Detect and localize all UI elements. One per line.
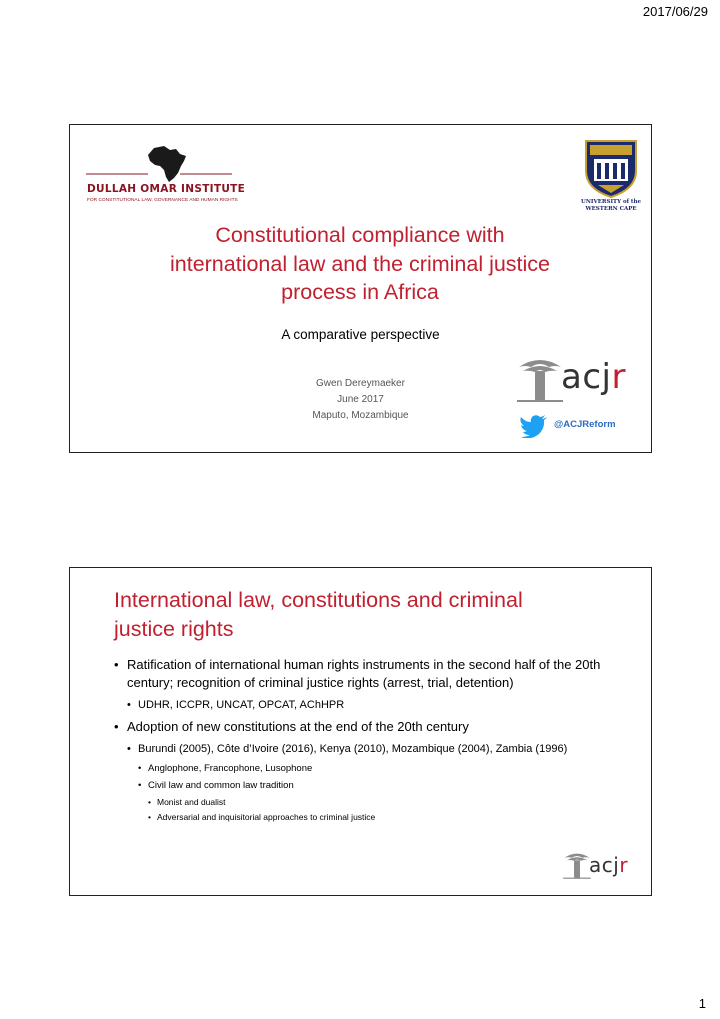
bullet-ratification: • Ratification of international human rights instruments in the second half of the 20th century; recognition of criminal justice rights (arrest, trial, detention) — [114, 656, 644, 692]
institute-name: DULLAH OMAR INSTITUTE — [87, 183, 246, 195]
twitter-handle[interactable]: @ACJReform — [554, 419, 616, 430]
africa-map-icon — [148, 146, 186, 182]
slide-1 — [69, 124, 652, 453]
dullah-omar-institute-logo — [84, 144, 246, 204]
sub-bullet-countries: • Burundi (2005), Côte d’Ivoire (2016), Kenya (2010), Mozambique (2004), Zambia (1996) — [127, 742, 644, 757]
title-line: process in Africa — [281, 280, 439, 304]
level4-bullet-adversarial-inquisitorial: • Adversarial and inquisitorial approaches to criminal justice — [148, 811, 644, 823]
uwc-logo — [578, 137, 644, 217]
title-line: international law and the criminal justice — [169, 251, 551, 276]
page-number: 1 — [698, 996, 706, 1011]
presentation-location: Maputo, Mozambique — [312, 410, 409, 421]
title-line: Constitutional compliance with — [215, 223, 505, 247]
baobab-tree-icon — [517, 360, 563, 402]
level4-bullet-monist-dualist: • Monist and dualist — [148, 796, 644, 808]
acjr-wordmark: acjr — [561, 357, 626, 397]
baobab-tree-icon — [563, 854, 591, 879]
title-line: justice rights — [114, 616, 234, 641]
twitter-bird-icon — [520, 415, 547, 438]
sub-sub-bullet-languages: • Anglophone, Francophone, Lusophone — [138, 762, 644, 775]
print-date: 2017/06/29 — [642, 4, 708, 19]
acjr-logo — [515, 353, 635, 405]
uwc-name-line2: WESTERN CAPE — [585, 206, 637, 212]
slide-2-bullets — [114, 656, 644, 826]
slide-1-subtitle: A comparative perspective — [281, 327, 440, 342]
institute-tagline: FOR CONSTITUTIONAL LAW, GOVERNANCE AND HUMAN RIGHTS — [87, 198, 238, 203]
author-name: Gwen Dereymaeker — [316, 378, 405, 389]
bullet-constitutions: • Adoption of new constitutions at the end of the 20th century — [114, 718, 644, 736]
twitter-contact[interactable] — [520, 413, 640, 439]
title-line: International law, constitutions and criminal — [114, 588, 523, 612]
slide-2-title — [114, 586, 634, 643]
slide-2 — [69, 567, 652, 896]
presentation-date: June 2017 — [337, 394, 384, 405]
sub-sub-bullet-legal-traditions: • Civil law and common law tradition — [138, 779, 644, 792]
acjr-wordmark: acjr — [589, 853, 629, 877]
acjr-logo-small — [562, 849, 632, 881]
uwc-name-line1: UNIVERSITY of the — [581, 199, 641, 205]
sub-bullet-instruments: • UDHR, ICCPR, UNCAT, OPCAT, AChHPR — [127, 698, 644, 713]
slide-1-title — [110, 221, 610, 307]
